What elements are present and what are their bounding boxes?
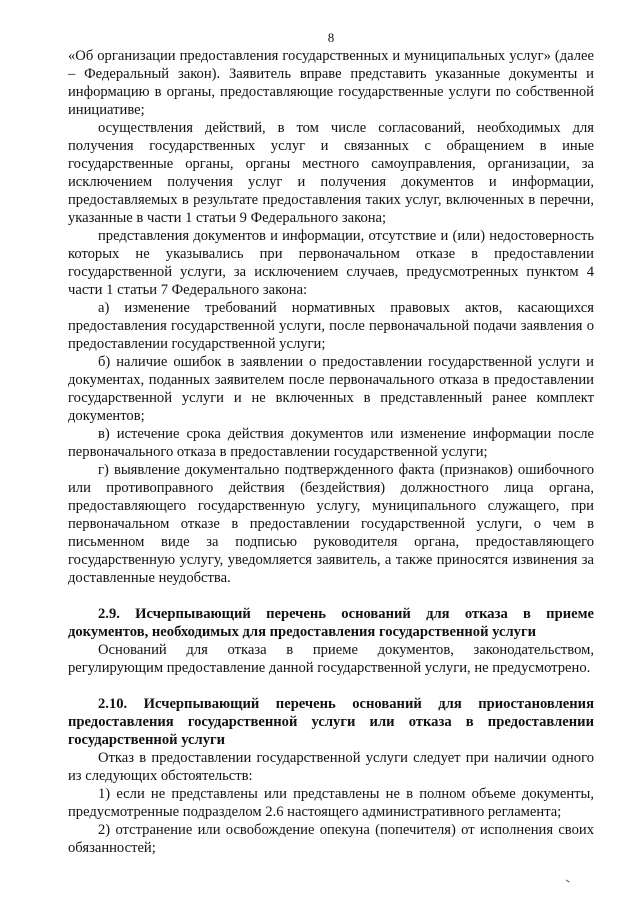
section-2-10-item-2: 2) отстранение или освобождение опекуна (попечителя) от исполнения своих обязанностей; <box>68 822 594 856</box>
list-item-v: в) истечение срока действия документов или изменение информации после первоначального отказа в предоставлении государственной услуги; <box>68 426 594 460</box>
paragraph-documents-info: представления документов и информации, отсутствие и (или) недостоверность которых не указывались при первоначальном отказе в предоставлении государственной услуги, за исключением случаев, предусмотренных пунктом 4 части 1 статьи 7 Федерального закона: <box>68 228 594 298</box>
section-2-10-heading: 2.10. Исчерпывающий перечень оснований для приостановления предоставления государственной услуги или отказа в предоставлении государственной услуги <box>68 696 594 748</box>
list-item-g: г) выявление документально подтвержденного факта (признаков) ошибочного или противоправного действия (бездействия) должностного лица органа, предоставляющего государственную услугу, муниципального служащего, при первоначальном отказе в предоставлении государственной услуги, о чем в письменном виде за подписью руководителя органа, предоставляющего государственную услугу, уведомляется заявитель, а также приносятся извинения за доставленные неудобства. <box>68 462 594 586</box>
scan-mark <box>562 879 569 887</box>
list-item-b: б) наличие ошибок в заявлении о предоставлении государственной услуги и документах, поданных заявителем после первоначального отказа в предоставлении государственной услуги и не включенных в представленный ранее комплект документов; <box>68 354 594 424</box>
section-gap <box>68 677 594 695</box>
section-2-9-heading: 2.9. Исчерпывающий перечень оснований для отказа в приеме документов, необходимых для предоставления государственной услуги <box>68 606 594 640</box>
page-number: 8 <box>327 30 335 45</box>
section-gap <box>68 587 594 605</box>
paragraph-law-reference: «Об организации предоставления государственных и муниципальных услуг» (далее – Федеральный закон). Заявитель вправе представить указанные документы и информацию в органы, предоставляющие государственные услуги по собственной инициативе; <box>68 48 594 118</box>
section-2-10-item-1: 1) если не представлены или представлены не в полном объеме документы, предусмотренные подразделом 2.6 настоящего административного регламента; <box>68 786 594 820</box>
document-page <box>68 30 594 857</box>
section-2-10-intro: Отказ в предоставлении государственной услуги следует при наличии одного из следующих обстоятельств: <box>68 750 594 784</box>
section-2-9-text: Оснований для отказа в приеме документов, законодательством, регулирующим предоставление данной государственной услуги, не предусмотрено. <box>68 642 594 676</box>
paragraph-actions: осуществления действий, в том числе согласований, необходимых для получения государственных услуг и связанных с обращением в иные государственные органы, органы местного самоуправления, организации, за исключением получения услуг и получения документов и информации, предоставляемых в результате предоставления таких услуг, включенных в перечни, указанные в части 1 статьи 9 Федерального закона; <box>68 120 594 226</box>
list-item-a: а) изменение требований нормативных правовых актов, касающихся предоставления государственной услуги, после первоначальной подачи заявления о предоставлении государственной услуги; <box>68 300 594 352</box>
